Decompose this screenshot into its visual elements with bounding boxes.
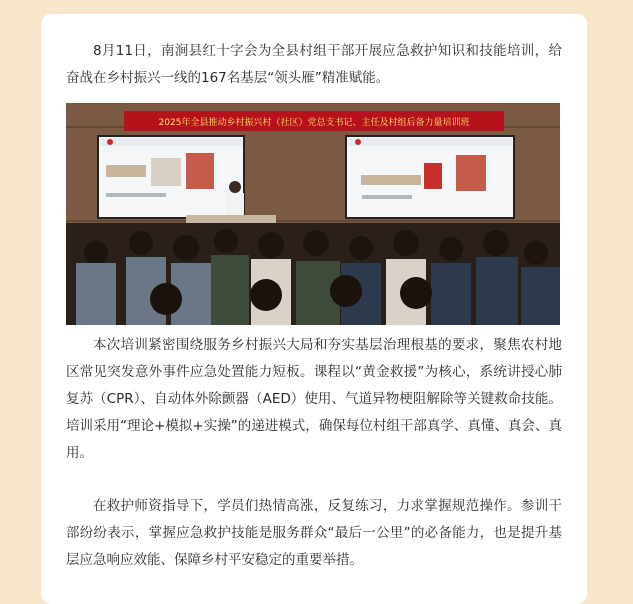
article-paragraph-1: 8月11日，南涧县红十字会为全县村组干部开展应急救护知识和技能培训，给奋战在乡村振兴一线的167名基层“领头雁”精准赋能。 [66, 43, 562, 86]
article-paragraph-2: 本次培训紧密围绕服务乡村振兴大局和夯实基层治理根基的要求，聚焦农村地区常见突发意外事件应急处置能力短板。课程以“黄金救援”为核心，系统讲授心肺复苏（CPR）、自动体外除颤器（AED）使用、气道异物梗阻解除等关键救命技能。培训采用“理论+模拟+实操”的递进模式，确保每位村组干部真学、真懂、真会、真用。 [66, 337, 562, 461]
article-paragraph-3: 在救护师资指导下，学员们热情高涨，反复练习，力求掌握规范操作。参训干部纷纷表示，掌握应急救护技能是服务群众“最后一公里”的必备能力，也是提升基层应急响应效能、保障乡村平安稳定的重要举措。 [66, 498, 562, 568]
training-photo [66, 103, 560, 325]
banner-text: 2025年全县推动乡村振兴村（社区）党总支书记、主任及村组后备力量培训班 [158, 118, 470, 128]
